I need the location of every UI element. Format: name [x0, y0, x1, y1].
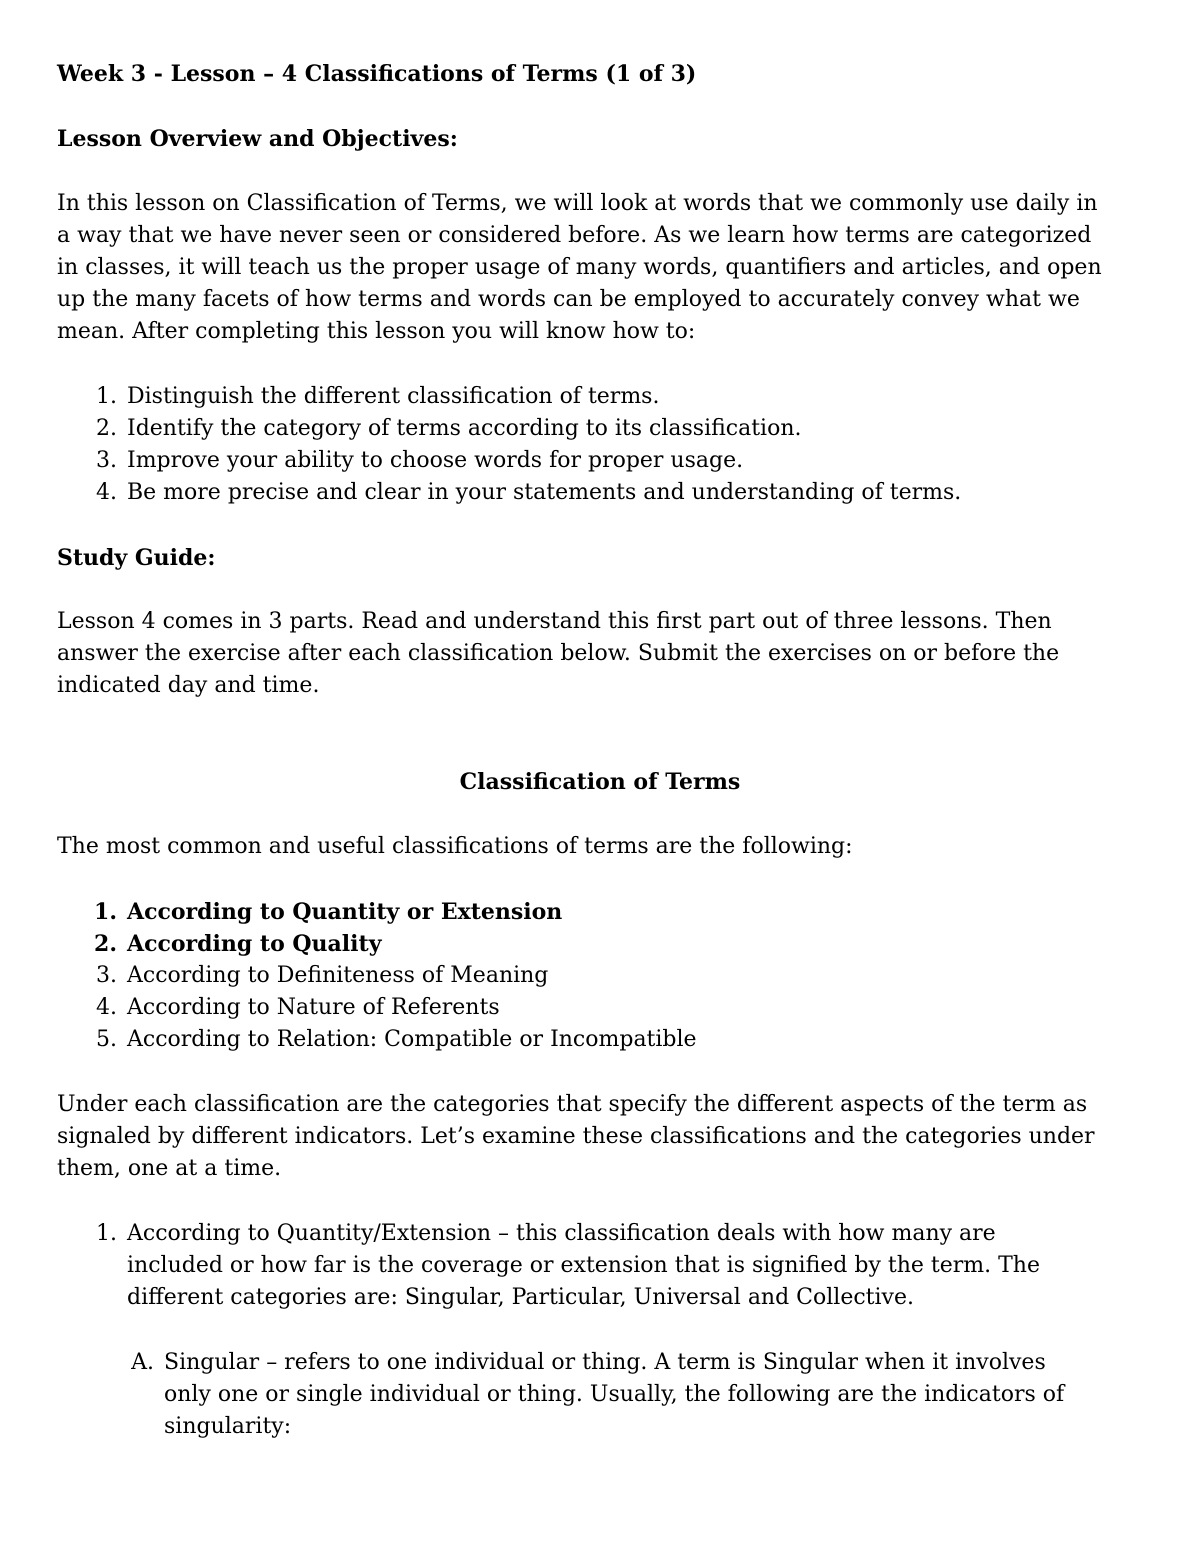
paragraph-line: in classes, it will teach us the proper usage of many words, quantifiers and articles, and open — [57, 255, 1102, 280]
overview-heading: Lesson Overview and Objectives: — [57, 126, 458, 152]
paragraph-line: In this lesson on Classification of Terms, we will look at words that we commonly use daily in — [57, 191, 1098, 216]
list-number: 2. — [96, 416, 117, 441]
paragraph-line: Singular – refers to one individual or thing. A term is Singular when it involves — [164, 1350, 1046, 1375]
list-number: 2. — [94, 931, 117, 957]
list-item: According to Definiteness of Meaning — [127, 963, 549, 988]
paragraph-line: included or how far is the coverage or extension that is signified by the term. The — [127, 1253, 1040, 1278]
list-item: According to Nature of Referents — [127, 995, 500, 1020]
paragraph-line: mean. After completing this lesson you will know how to: — [57, 319, 696, 344]
list-item: Identify the category of terms according to its classification. — [127, 416, 802, 441]
list-number: 3. — [96, 448, 117, 473]
paragraph-line: them, one at a time. — [57, 1156, 282, 1181]
list-item: Distinguish the different classification of terms. — [127, 384, 660, 409]
paragraph-line: The most common and useful classifications of terms are the following: — [57, 834, 853, 859]
study-guide-heading: Study Guide: — [57, 545, 216, 571]
list-number: 1. — [96, 384, 117, 409]
list-number: 4. — [96, 995, 117, 1020]
list-item: According to Relation: Compatible or Incompatible — [127, 1027, 697, 1052]
paragraph-line: singularity: — [164, 1414, 292, 1439]
document-title: Week 3 - Lesson – 4 Classifications of Terms (1 of 3) — [57, 61, 697, 87]
paragraph-line: signaled by different indicators. Let’s examine these classifications and the categories under — [57, 1124, 1095, 1149]
list-letter: A. — [131, 1350, 154, 1375]
list-item: Be more precise and clear in your statements and understanding of terms. — [127, 480, 962, 505]
paragraph-line: a way that we have never seen or considered before. As we learn how terms are categorized — [57, 223, 1092, 248]
list-number: 3. — [96, 963, 117, 988]
list-number: 1. — [96, 1221, 117, 1246]
list-item: According to Quality — [127, 931, 382, 957]
paragraph-line: Under each classification are the categories that specify the different aspects of the term as — [57, 1092, 1088, 1117]
paragraph-line: different categories are: Singular, Particular, Universal and Collective. — [127, 1285, 914, 1310]
section-heading: Classification of Terms — [459, 769, 741, 795]
list-number: 4. — [96, 480, 117, 505]
list-number: 5. — [96, 1027, 117, 1052]
paragraph-line: up the many facets of how terms and words can be employed to accurately convey what we — [57, 287, 1080, 312]
paragraph-line: indicated day and time. — [57, 673, 320, 698]
paragraph-line: Lesson 4 comes in 3 parts. Read and understand this first part out of three lessons. Then — [57, 609, 1052, 634]
list-item: Improve your ability to choose words for proper usage. — [127, 448, 744, 473]
list-item: According to Quantity or Extension — [127, 899, 563, 925]
paragraph-line: answer the exercise after each classification below. Submit the exercises on or before the — [57, 641, 1060, 666]
list-number: 1. — [94, 899, 117, 925]
paragraph-line: only one or single individual or thing. Usually, the following are the indicators of — [164, 1382, 1065, 1407]
paragraph-line: According to Quantity/Extension – this classification deals with how many are — [127, 1221, 996, 1246]
